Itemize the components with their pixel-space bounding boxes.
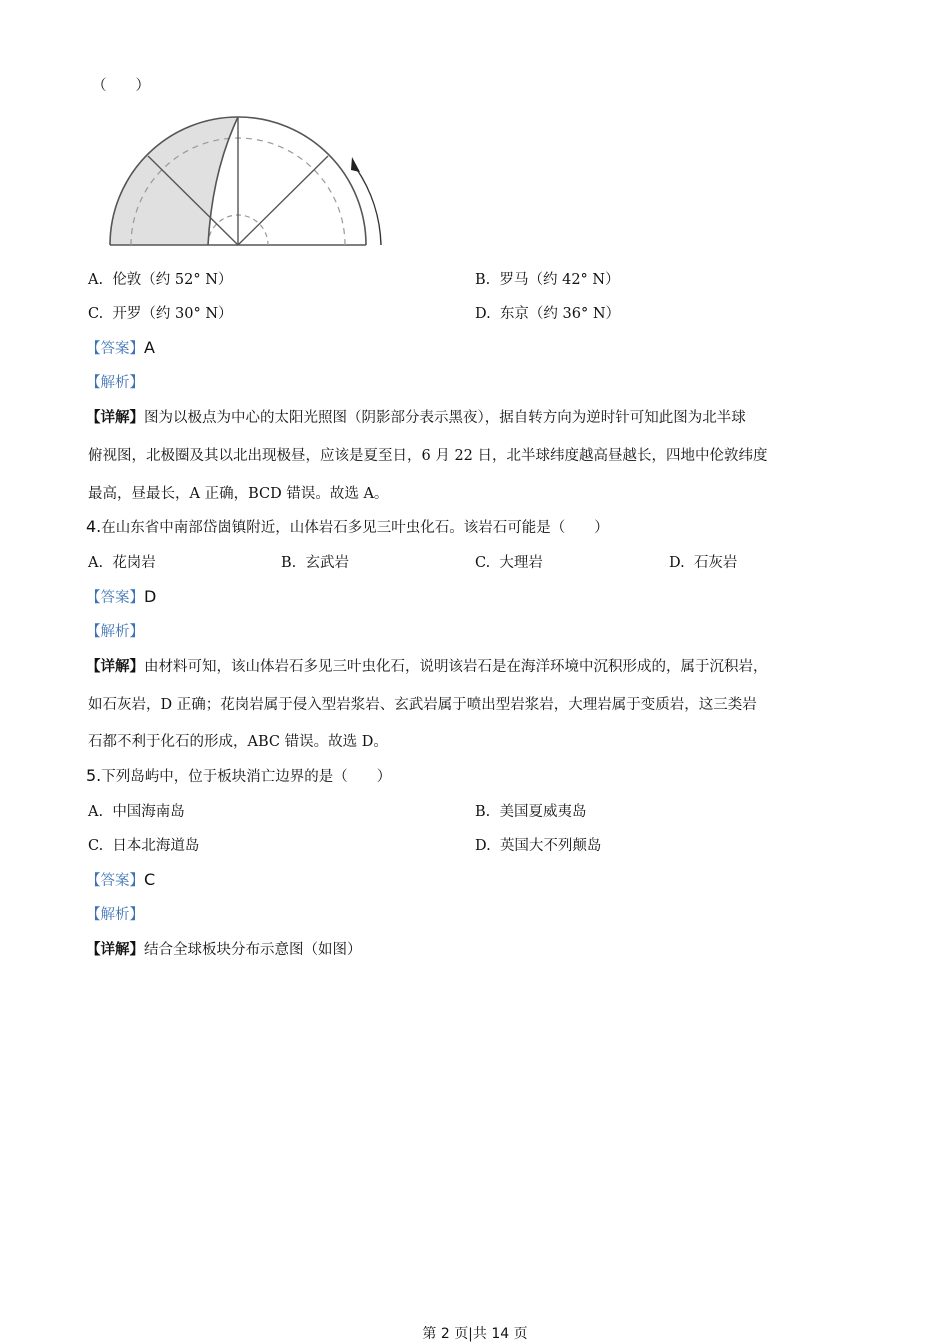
q4-detail-line-3: 石都不利于化石的形成，ABC 错误。故选 D。	[88, 734, 388, 750]
rotation-arrowhead-icon	[351, 157, 360, 172]
q4-option-a: A. 花岗岩	[88, 555, 156, 571]
q3-option-a: A. 伦敦（约 52° N）	[88, 272, 233, 288]
q5-detail: 【详解】结合全球板块分布示意图（如图）	[86, 941, 362, 958]
q4-analysis	[86, 622, 144, 642]
analysis-label: 【解析】	[86, 624, 144, 640]
answer-value: C	[144, 870, 156, 889]
answer-value: D	[144, 587, 157, 606]
q4-option-b: B. 玄武岩	[281, 555, 349, 571]
q4-option-d: D. 石灰岩	[669, 555, 738, 571]
analysis-label: 【解析】	[86, 907, 144, 923]
q4-answer	[86, 587, 156, 608]
analysis-label: 【解析】	[86, 375, 144, 391]
q3-option-c: C. 开罗（约 30° N）	[88, 306, 233, 322]
q4-detail-line-2: 如石灰岩，D 正确；花岗岩属于侵入型岩浆岩、玄武岩属于喷出型岩浆岩，大理岩属于变质岩，这三类岩	[88, 697, 757, 713]
question-number: 5.	[86, 766, 102, 785]
answer-label: 【答案】	[86, 590, 144, 606]
q3-detail-line-1: 【详解】图为以极点为中心的太阳光照图（阴影部分表示黑夜），据自转方向为逆时针可知此图为北半球	[86, 409, 746, 426]
current-page: 2	[440, 1326, 450, 1342]
q5-stem: 5.下列岛屿中，位于板块消亡边界的是（ ）	[86, 766, 392, 785]
total-pages: 14	[491, 1326, 510, 1342]
question-number: 4.	[86, 517, 102, 536]
q4-detail-line-1: 【详解】由材料可知，该山体岩石多见三叶虫化石，说明该岩石是在海洋环境中沉积形成的，属于沉积岩，	[86, 658, 768, 675]
q3-detail-line-3: 最高，昼最长，A 正确，BCD 错误。故选 A。	[88, 486, 389, 502]
answer-label: 【答案】	[86, 341, 144, 357]
detail-label: 【详解】	[86, 941, 144, 958]
q5-answer	[86, 870, 155, 891]
page-footer: 第 2 页|共 14 页	[422, 1326, 528, 1342]
answer-value: A	[144, 338, 155, 357]
q5-analysis	[86, 905, 144, 925]
q5-option-c: C. 日本北海道岛	[88, 838, 200, 854]
q3-option-b: B. 罗马（约 42° N）	[475, 272, 620, 288]
q3-stem-tail: （ ）	[92, 78, 150, 94]
q5-option-b: B. 美国夏威夷岛	[475, 804, 587, 820]
q4-option-c: C. 大理岩	[475, 555, 543, 571]
q3-analysis	[86, 373, 144, 393]
detail-label: 【详解】	[86, 409, 144, 426]
detail-label: 【详解】	[86, 658, 144, 675]
q5-option-d: D. 英国大不列颠岛	[475, 838, 602, 854]
q4-stem: 4.在山东省中南部岱崮镇附近，山体岩石多见三叶虫化石。该岩石可能是（ ）	[86, 517, 609, 536]
q3-option-d: D. 东京（约 36° N）	[475, 306, 621, 322]
q5-option-a: A. 中国海南岛	[88, 804, 185, 820]
answer-label: 【答案】	[86, 873, 144, 889]
q3-detail-line-2: 俯视图，北极圈及其以北出现极昼，应该是夏至日，6 月 22 日，北半球纬度越高昼越长，四地中伦敦纬度	[88, 448, 768, 464]
polar-illumination-figure	[108, 112, 388, 252]
q3-answer	[86, 338, 155, 359]
